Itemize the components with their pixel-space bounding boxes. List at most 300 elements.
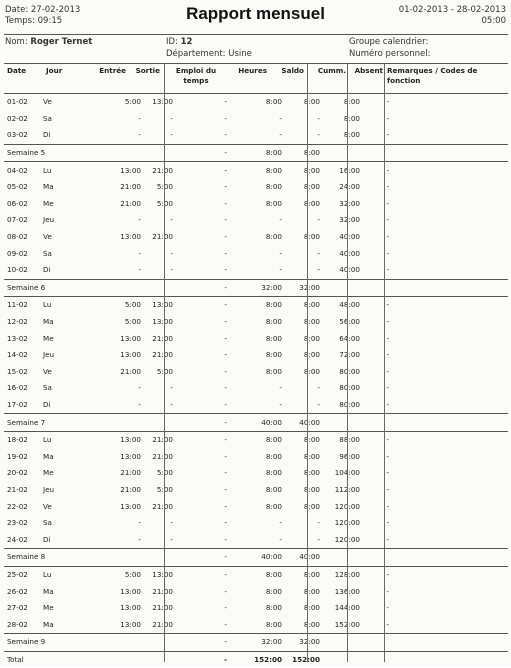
cell-jour: Ma: [43, 619, 54, 629]
cell-cumm: 144:00: [334, 603, 360, 613]
cell-entree: 5:00: [124, 97, 141, 107]
cell-heures: 8:00: [265, 300, 282, 310]
cell-jour: Ma: [43, 317, 54, 327]
cell-heures: -: [279, 399, 282, 409]
report-period-time: 05:00: [481, 16, 506, 26]
cell-heures: 40:00: [229, 414, 284, 432]
column-header-emploi-line2: temps: [183, 76, 209, 85]
week-summary-row: [4, 144, 508, 162]
cell-emploi: -: [224, 586, 227, 596]
cell-remarques: [391, 583, 508, 600]
table-row: [4, 531, 508, 548]
cell-saldo: 8:00: [303, 603, 320, 613]
cell-date: 27-02: [7, 603, 28, 613]
cell-heures: 8:00: [265, 468, 282, 478]
cell-jour: Ma: [43, 586, 54, 596]
cell-sortie: -: [170, 113, 173, 123]
cell-sortie: 21:00: [152, 350, 173, 360]
cell-remarques: [391, 600, 508, 617]
cell-saldo: 32:00: [284, 279, 322, 297]
cell-jour: Di: [43, 399, 51, 409]
cell-heures: 8:00: [265, 182, 282, 192]
cell-sortie: 5:00: [156, 366, 173, 376]
cell-jour: Me: [43, 198, 54, 208]
cell-heures: 8:00: [265, 435, 282, 445]
column-header-sortie: Sortie: [135, 66, 160, 75]
cell-jour: Me: [43, 468, 54, 478]
cell-jour: Lu: [43, 569, 52, 579]
cell-cumm: 120:00: [334, 534, 360, 544]
cell-sortie: -: [170, 399, 173, 409]
cell-date: 11-02: [7, 300, 28, 310]
cell-jour: Di: [43, 265, 51, 275]
cell-absent: -: [386, 501, 389, 511]
cell-remarques: [391, 330, 508, 347]
cell-remarques: [391, 111, 508, 128]
column-divider-absent: [347, 64, 348, 662]
cell-date: 12-02: [7, 317, 28, 327]
cell-saldo: -: [317, 248, 320, 258]
cell-entree: 21:00: [120, 198, 141, 208]
cell-emploi: -: [224, 215, 227, 225]
week-label: Semaine 5: [4, 144, 175, 162]
cell-heures: 8:00: [265, 501, 282, 511]
cell-saldo: 8:00: [303, 435, 320, 445]
cell-heures: 8:00: [229, 144, 284, 162]
cell-saldo: -: [317, 215, 320, 225]
cell-heures: 8:00: [265, 97, 282, 107]
cell-jour: Lu: [43, 300, 52, 310]
cell-remarques: [391, 566, 508, 583]
cell-jour: Sa: [43, 518, 52, 528]
cell-date: 14-02: [7, 350, 28, 360]
cell-entree: 5:00: [124, 300, 141, 310]
table-row: [4, 347, 508, 364]
cell-entree: -: [138, 215, 141, 225]
table-row: [4, 380, 508, 397]
cell-remarques: [391, 229, 508, 246]
cell-sortie: -: [170, 265, 173, 275]
table-row: [4, 297, 508, 314]
cell-cumm: [322, 279, 362, 297]
cell-emploi: -: [175, 634, 229, 652]
cell-jour: Sa: [43, 383, 52, 393]
cell-entree: 13:00: [120, 165, 141, 175]
cell-emploi: -: [224, 350, 227, 360]
cell-emploi: -: [224, 248, 227, 258]
cell-absent: -: [386, 182, 389, 192]
cell-heures: -: [279, 265, 282, 275]
cell-absent: -: [386, 435, 389, 445]
employee-name-value: Roger Ternet: [30, 37, 93, 47]
cell-heures: 8:00: [265, 165, 282, 175]
cell-cumm: 48:00: [339, 300, 360, 310]
cell-emploi: -: [175, 651, 229, 668]
week-summary-row: [4, 634, 508, 652]
cell-emploi: -: [224, 165, 227, 175]
week-label: Semaine 6: [4, 279, 175, 297]
cell-remarques: [391, 245, 508, 262]
table-row: [4, 397, 508, 414]
cell-cumm: [322, 634, 362, 652]
cell-jour: Ma: [43, 451, 54, 461]
cell-saldo: 8:00: [303, 97, 320, 107]
cell-emploi: -: [224, 300, 227, 310]
cell-entree: 13:00: [120, 586, 141, 596]
cell-remarques: [391, 465, 508, 482]
cell-remarques: [391, 144, 508, 162]
column-divider-emploi: [164, 64, 165, 662]
cell-absent: -: [386, 113, 389, 123]
column-header-date: Date: [7, 66, 27, 75]
cell-heures: 40:00: [229, 549, 284, 567]
table-row: [4, 94, 508, 111]
table-row: [4, 498, 508, 515]
cell-cumm: 64:00: [339, 333, 360, 343]
cell-cumm: [322, 549, 362, 567]
cell-sortie: 5:00: [156, 182, 173, 192]
column-header-remarques-line2: fonction: [387, 76, 421, 85]
cell-saldo: 8:00: [303, 468, 320, 478]
cell-remarques: [391, 212, 508, 229]
cell-entree: 21:00: [120, 468, 141, 478]
cell-sortie: 5:00: [156, 484, 173, 494]
cell-cumm: 40:00: [339, 232, 360, 242]
cell-jour: Di: [43, 130, 51, 140]
cell-emploi: -: [224, 501, 227, 511]
cell-heures: 32:00: [229, 279, 284, 297]
table-row: [4, 229, 508, 246]
cell-sortie: 13:00: [152, 300, 173, 310]
cell-cumm: 8:00: [343, 130, 360, 140]
cell-entree: 13:00: [120, 603, 141, 613]
cell-emploi: -: [224, 232, 227, 242]
table-row: [4, 600, 508, 617]
employee-department: Département: Usine: [166, 49, 252, 59]
week-label: Semaine 8: [4, 549, 175, 567]
total-row: [4, 651, 508, 668]
cell-remarques: [391, 162, 508, 179]
cell-remarques: [391, 279, 508, 297]
cell-cumm: 112:00: [334, 484, 360, 494]
calendar-group: Groupe calendrier:: [349, 37, 429, 47]
cell-entree: 13:00: [120, 501, 141, 511]
cell-emploi: -: [224, 97, 227, 107]
cell-heures: 8:00: [265, 232, 282, 242]
cell-cumm: 80:00: [339, 383, 360, 393]
table-row: [4, 162, 508, 179]
cell-date: 13-02: [7, 333, 28, 343]
report-period: 01-02-2013 - 28-02-2013: [398, 5, 506, 15]
cell-emploi: -: [224, 484, 227, 494]
cell-remarques: [391, 549, 508, 567]
cell-absent: -: [386, 265, 389, 275]
table-top-border: [4, 63, 508, 64]
cell-absent: -: [386, 586, 389, 596]
cell-saldo: 40:00: [284, 414, 322, 432]
column-header-emploi: [164, 66, 228, 86]
cell-jour: Ve: [43, 366, 52, 376]
cell-absent: -: [386, 468, 389, 478]
cell-date: 25-02: [7, 569, 28, 579]
cell-sortie: 13:00: [152, 317, 173, 327]
cell-date: 19-02: [7, 451, 28, 461]
cell-cumm: 16:00: [339, 165, 360, 175]
cell-entree: -: [138, 518, 141, 528]
cell-absent: -: [386, 130, 389, 140]
cell-heures: 8:00: [265, 350, 282, 360]
cell-emploi: -: [224, 451, 227, 461]
table-row: [4, 364, 508, 381]
table-row: [4, 111, 508, 128]
cell-remarques: [391, 297, 508, 314]
cell-emploi: -: [224, 182, 227, 192]
column-header-absent: Absent: [354, 66, 383, 75]
cell-absent: -: [386, 97, 389, 107]
cell-entree: 13:00: [120, 232, 141, 242]
cell-remarques: [391, 94, 508, 111]
cell-jour: Lu: [43, 165, 52, 175]
cell-emploi: -: [224, 383, 227, 393]
cell-cumm: 40:00: [339, 248, 360, 258]
cell-sortie: -: [170, 130, 173, 140]
cell-emploi: -: [224, 534, 227, 544]
cell-entree: 21:00: [120, 366, 141, 376]
cell-saldo: -: [317, 113, 320, 123]
cell-entree: 21:00: [120, 182, 141, 192]
cell-sortie: -: [170, 518, 173, 528]
cell-remarques: [391, 448, 508, 465]
employee-id-value: 12: [180, 37, 193, 47]
cell-cumm: [322, 651, 362, 668]
cell-absent: -: [386, 399, 389, 409]
cell-jour: Jeu: [43, 484, 55, 494]
table-row: [4, 179, 508, 196]
cell-absent: [362, 144, 391, 162]
cell-emploi: -: [224, 265, 227, 275]
cell-sortie: -: [170, 215, 173, 225]
cell-saldo: 8:00: [303, 198, 320, 208]
cell-cumm: 120:00: [334, 501, 360, 511]
cell-jour: Me: [43, 333, 54, 343]
cell-absent: -: [386, 569, 389, 579]
cell-heures: 8:00: [265, 619, 282, 629]
cell-date: 20-02: [7, 468, 28, 478]
cell-remarques: [391, 397, 508, 414]
cell-sortie: 21:00: [152, 232, 173, 242]
timesheet-body: [4, 94, 508, 668]
table-row: [4, 448, 508, 465]
week-summary-row: [4, 549, 508, 567]
cell-absent: [362, 414, 391, 432]
cell-cumm: 136:00: [334, 586, 360, 596]
cell-heures: 8:00: [265, 484, 282, 494]
cell-date: 15-02: [7, 366, 28, 376]
cell-absent: -: [386, 215, 389, 225]
cell-heures: -: [279, 534, 282, 544]
cell-sortie: 21:00: [152, 451, 173, 461]
cell-saldo: 152:00: [284, 651, 322, 668]
cell-entree: 13:00: [120, 451, 141, 461]
table-row: [4, 583, 508, 600]
cell-saldo: 8:00: [303, 484, 320, 494]
timesheet-table: [4, 94, 508, 668]
cell-remarques: [391, 431, 508, 448]
cell-saldo: -: [317, 130, 320, 140]
cell-date: 02-02: [7, 113, 28, 123]
cell-cumm: 32:00: [339, 198, 360, 208]
cell-entree: -: [138, 383, 141, 393]
cell-sortie: 21:00: [152, 165, 173, 175]
cell-entree: 13:00: [120, 435, 141, 445]
cell-cumm: 152:00: [334, 619, 360, 629]
table-row: [4, 431, 508, 448]
cell-cumm: 104:00: [334, 468, 360, 478]
cell-remarques: [391, 364, 508, 381]
cell-entree: 13:00: [120, 350, 141, 360]
column-header-heures: Heures: [238, 66, 267, 75]
cell-cumm: 72:00: [339, 350, 360, 360]
cell-saldo: -: [317, 383, 320, 393]
cell-entree: 13:00: [120, 333, 141, 343]
cell-absent: -: [386, 518, 389, 528]
cell-emploi: -: [224, 435, 227, 445]
cell-saldo: 40:00: [284, 549, 322, 567]
cell-emploi: -: [175, 144, 229, 162]
cell-remarques: [391, 616, 508, 633]
employee-id-label: ID:: [166, 37, 181, 47]
cell-emploi: -: [175, 549, 229, 567]
column-header-cumm: Cumm.: [317, 66, 346, 75]
cell-jour: Ma: [43, 182, 54, 192]
cell-absent: -: [386, 300, 389, 310]
cell-absent: -: [386, 366, 389, 376]
cell-jour: Me: [43, 603, 54, 613]
cell-remarques: [391, 498, 508, 515]
cell-sortie: 21:00: [152, 333, 173, 343]
cell-heures: 8:00: [265, 333, 282, 343]
table-row: [4, 212, 508, 229]
cell-heures: 8:00: [265, 198, 282, 208]
cell-heures: 8:00: [265, 569, 282, 579]
cell-heures: -: [279, 383, 282, 393]
cell-saldo: 8:00: [284, 144, 322, 162]
cell-date: 01-02: [7, 97, 28, 107]
week-label: Semaine 9: [4, 634, 175, 652]
cell-saldo: 32:00: [284, 634, 322, 652]
table-row: [4, 515, 508, 532]
cell-sortie: 21:00: [152, 619, 173, 629]
cell-entree: -: [138, 113, 141, 123]
column-divider-remarques: [384, 64, 385, 662]
cell-absent: -: [386, 198, 389, 208]
table-row: [4, 566, 508, 583]
header-divider: [4, 34, 508, 35]
cell-emploi: -: [224, 317, 227, 327]
report-date: Date: 27-02-2013: [5, 5, 81, 15]
cell-sortie: 21:00: [152, 435, 173, 445]
cell-jour: Sa: [43, 113, 52, 123]
personnel-number: Numéro personnel:: [349, 49, 431, 59]
cell-jour: Ve: [43, 232, 52, 242]
cell-heures: -: [279, 130, 282, 140]
table-row: [4, 196, 508, 213]
cell-cumm: 80:00: [339, 399, 360, 409]
cell-emploi: -: [224, 569, 227, 579]
cell-emploi: -: [224, 399, 227, 409]
cell-entree: -: [138, 399, 141, 409]
cell-emploi: -: [224, 198, 227, 208]
cell-entree: -: [138, 248, 141, 258]
cell-date: 04-02: [7, 165, 28, 175]
cell-saldo: 8:00: [303, 451, 320, 461]
cell-sortie: -: [170, 383, 173, 393]
cell-entree: -: [138, 534, 141, 544]
table-row: [4, 127, 508, 144]
cell-sortie: 21:00: [152, 603, 173, 613]
cell-jour: Sa: [43, 248, 52, 258]
cell-saldo: 8:00: [303, 165, 320, 175]
cell-cumm: 8:00: [343, 97, 360, 107]
cell-jour: Ve: [43, 501, 52, 511]
cell-cumm: 80:00: [339, 366, 360, 376]
cell-cumm: 24:00: [339, 182, 360, 192]
cell-remarques: [391, 347, 508, 364]
cell-heures: 8:00: [265, 586, 282, 596]
cell-remarques: [391, 314, 508, 331]
cell-saldo: 8:00: [303, 619, 320, 629]
cell-emploi: -: [224, 518, 227, 528]
cell-remarques: [391, 196, 508, 213]
table-row: [4, 262, 508, 279]
cell-heures: 32:00: [229, 634, 284, 652]
cell-heures: 8:00: [265, 366, 282, 376]
cell-entree: 13:00: [120, 619, 141, 629]
cell-saldo: 8:00: [303, 300, 320, 310]
cell-absent: -: [386, 232, 389, 242]
cell-emploi: -: [224, 366, 227, 376]
table-row: [4, 314, 508, 331]
cell-remarques: [391, 515, 508, 532]
cell-absent: [362, 279, 391, 297]
cell-absent: -: [386, 248, 389, 258]
cell-absent: -: [386, 619, 389, 629]
cell-emploi: -: [224, 468, 227, 478]
employee-id: [166, 37, 192, 48]
cell-heures: 8:00: [265, 603, 282, 613]
cell-emploi: -: [224, 333, 227, 343]
cell-date: 05-02: [7, 182, 28, 192]
cell-heures: -: [279, 518, 282, 528]
cell-date: 17-02: [7, 399, 28, 409]
cell-absent: [362, 549, 391, 567]
cell-date: 23-02: [7, 518, 28, 528]
week-summary-row: [4, 279, 508, 297]
cell-cumm: 32:00: [339, 215, 360, 225]
cell-cumm: 40:00: [339, 265, 360, 275]
cell-sortie: 21:00: [152, 586, 173, 596]
cell-saldo: 8:00: [303, 586, 320, 596]
cell-saldo: -: [317, 518, 320, 528]
cell-heures: 8:00: [265, 451, 282, 461]
cell-entree: 21:00: [120, 484, 141, 494]
table-row: [4, 465, 508, 482]
cell-saldo: 8:00: [303, 232, 320, 242]
cell-sortie: 13:00: [152, 97, 173, 107]
cell-saldo: 8:00: [303, 350, 320, 360]
cell-cumm: 8:00: [343, 113, 360, 123]
cell-cumm: 56:00: [339, 317, 360, 327]
